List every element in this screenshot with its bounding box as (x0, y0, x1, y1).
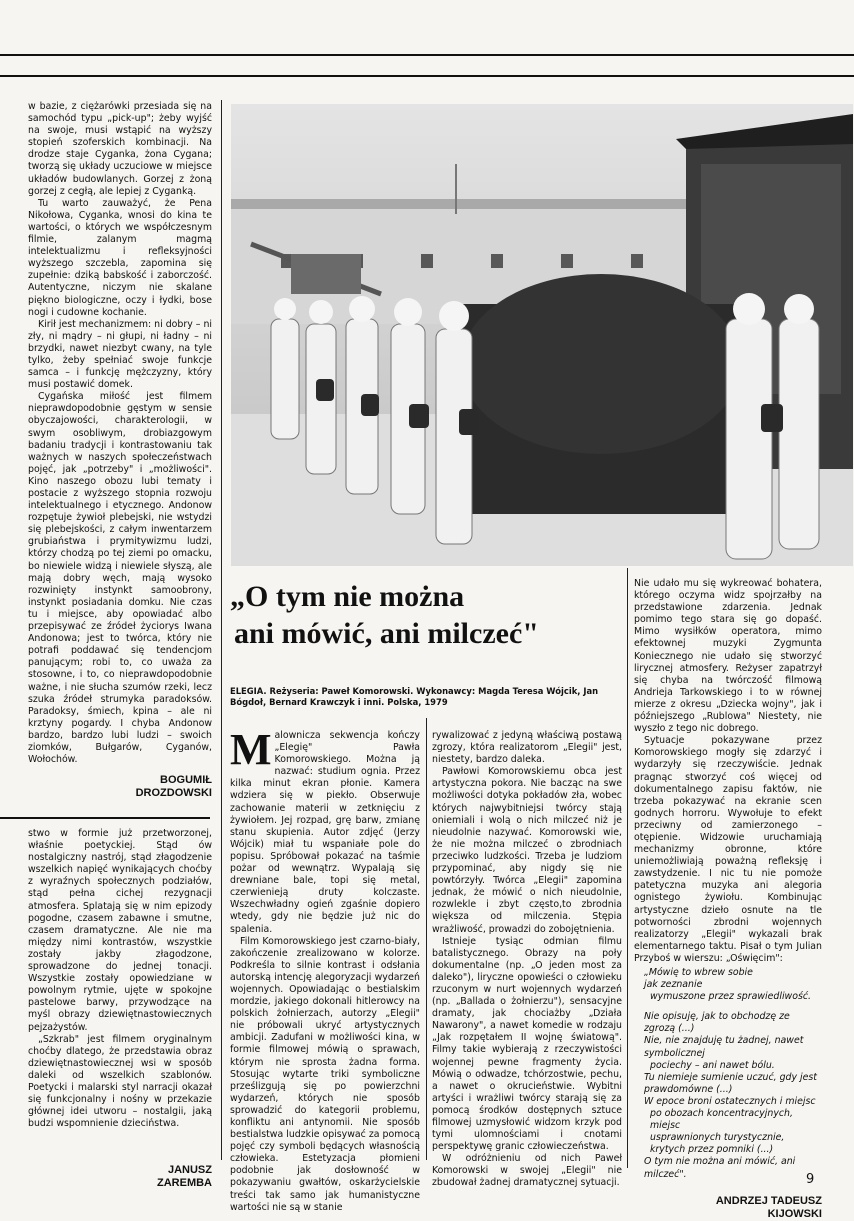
paragraph: w bazie, z ciężarówki przesiada się na samochód typu „pick-up"; żeby wyjść na swoje, musi wstąpić na wyższy stopień szoferskich kombinacji. Na drodze staje Cyganka, żona Cygana; tworzą się układy uczuciowe w miejsce układów budowlanych. Gorzej z żoną gorzej z cegłą, ale lepiej z Cyganką. (28, 101, 212, 197)
left-column-bottom (28, 828, 212, 1190)
poem-line: po obozach koncentracyjnych, miejsc (650, 1108, 793, 1132)
poem-line: W epoce broni ostatecznych i miejsc (644, 1095, 816, 1107)
article-column-2 (432, 730, 622, 1190)
poem-line: Nie, nie znajduję tu żadnej, nawet symbolicznej (644, 1035, 804, 1059)
poem-line: pociechy – ani nawet bólu. (650, 1059, 775, 1071)
paragraph: Sytuacje pokazywane przez Komorowskiego mogły się zdarzyć i wydarzyły się rzeczywiście. Jednak pragnąc stworzyć coś więcej od dokumentalnego zapisu faktów, nie trzeba pokazywać na ekranie scen godnych horroru. Wywołuje to efekt przeciwny od zamierzonego – otępienie. Widzowie uruchamiają mechanizmy obronne, które uniemożliwiają poważną refleksję i zawstydzenie. I nic tu nie pomoże patetyczna muzyka ani alegoria ognistego żywiołu. Kombinując artystyczne dzieło osnute na tle potworności zbrodni wojennych realizatorzy „Elegii" wykazali brak elementarnego taktu. Pisał o tym Julian Przyboś w wierszu: „Oświęcim": (634, 735, 822, 964)
headline-line: ani mówić, ani milczeć" (234, 617, 539, 650)
poem-line: jak zeznanie (644, 979, 703, 991)
article-headline (230, 578, 625, 652)
paragraph: W odróżnieniu od nich Paweł Komorowski w swojej „Elegii" nie zbudował żadnej dramatycznej sytuacji. (432, 1153, 622, 1189)
paragraph: „Szkrab" jest filmem oryginalnym choćby dlatego, że przedstawia obraz dziewiętnastowiecznej wsi w sposób daleki od wszelkich szablonów. Poetycki i malarski styl narracji okazał się funkcjonalny i nośny w przekazie głównej idei utworu – nostalgii, jaką budzi wspomnienie dzieciństwa. (28, 1033, 212, 1130)
film-still-photo (231, 104, 853, 566)
paragraph: Tu warto zauważyć, że Pena Nikołowa, Cyganka, wnosi do kina te wartości, o których we współczesnym filmie, zalanym magmą intelektualizmu i refleksyjności wyższego szczebla, zapomina się zupełnie: dziką babskość i zaborczość. Autentyczne, niczym nie skalane piękno biologiczne, oczy i łydki, bose nogi i cudowne kochanie. (28, 197, 212, 318)
poem-line: usprawnionych turystycznie, krytych przez pomniki (...) (650, 1132, 785, 1156)
poem-line: „Mówię to wbrew sobie (644, 967, 753, 978)
page-number: 9 (806, 1172, 815, 1187)
poem-line: wymuszone przez sprawiedliwość. (650, 991, 811, 1003)
section-divider (0, 817, 210, 819)
paragraph: Pawłowi Komorowskiemu obca jest artystyczna pokora. Nie bacząc na swe możliwości dotyka pokładów zła, wobec których najwybitniejsi twórcy stają oniemiali i wolą o nich milczeć niż je nieudolnie nazywać. Komorowski wie, że nie można milczeć o zbrodniach przeciwko ludzkości. Trzeba je ludziom przypominać, aby nigdy się nie powtórzyły. Twórca „Elegii" zapomina jednak, że mówić o nich nieudolnie, rozwlekle i zbyt często,to zbrodnia większa od milczenia. Stępia wrażliwość, prowadzi do zobojętnienia. (432, 766, 622, 935)
column-divider (426, 718, 427, 1160)
column-divider (627, 568, 628, 1168)
drop-cap: M (230, 725, 272, 774)
paragraph: Nie udało mu się wykreować bohatera, którego oczyma widz spojrzałby na przedstawione zdarzenia. Jednak pomimo tego stara się go dopaść. Mimo wysiłków operatora, mimo efektownej muzyki Zygmunta Koniecznego nie udało się stworzyć lirycznej atmosfery. Reżyser zapatrzył się chyba na twórczość filmową Andrieja Tarkowskiego i to w równej mierze z okresu „Dziecka wojny", jak i późniejszego „Rublowa" Niestety, nie wyszło z tego nic dobrego. (634, 578, 822, 735)
paragraph: Film Komorowskiego jest czarno-biały, zakończenie zrealizowano w kolorze. Podkreśla to silnie kontrast i odsłania autorską intencję alegoryzacji wydarzeń wojennych. Opowiadając o bestialskim mordzie, jakiego dokonali hitlerowcy na polskich żołnierzach, autorzy „Elegii" nie próbowali ukryć artystycznych ambicji. Zadufani w możliwości kina, w formie filmowej mówią o sprawach, którym nie sprosta żadna forma. Stosując wytarte triki symboliczne prześlizgują się po powierzchni wydarzeń, których nie sposób sprowadzić do kategorii problemu, konfliktu ani antynomii. Nie sposób bestialstwa ludzkie opisywać za pomocą pojęć czy symboli będących własnością człowieka. Estetyzacja płomieni podobnie jak dosłowność w pokazywaniu gwałtów, oskarżycielskie treści tak samo jak humanistyczne wartości nie są w stanie (230, 935, 420, 1213)
paragraph-lead: Malownicza sekwencja kończy „Elegię" Pawła Komorowskiego. Można ją nazwać: studium ognia. Przez kilka minut ekran płonie. Kamera wdziera się w piekło. Obserwuje zachowanie materii w zetknięciu z żywiołem. Jej rozpad, grę barw, zmianę stanu skupienia. Autor zdjęć (Jerzy Wójcik) miał tu wspaniałe pole do popisu. Spróbował pokazać na taśmie pożar od wewnątrz. Wypalają się drewniane bale, topi się metal, czerwienieją druty kolczaste. Wszechwładny ogień zgaśnie dopiero wtedy, gdy nie będzie już nic do spalenia. (230, 725, 420, 935)
author-signature: ANDRZEJ TADEUSZ KIJOWSKI (715, 1194, 822, 1220)
left-column-top (28, 101, 212, 800)
paragraph: rywalizować z jedyną właściwą postawą zgrozy, która realizatorom „Elegii" jest, niestety, bardzo daleka. (432, 730, 622, 766)
poem-line: Tu niemieje sumienie uczuć, gdy jest prawdomówne (...) (644, 1071, 817, 1095)
poem-line: Nie opisuję, jak to obchodzę ze zgrozą (...) (644, 1011, 790, 1035)
paragraph: Istnieje tysiąc odmian filmu batalistycznego. Obrazy na poły dokumentalne (np. „O jeden most za daleko"), liryczne opowieści o człowieku rzuconym w nurt wojennych wydarzeń (np. „Ballada o żołnierzu"), sensacyjne dramaty, jak chociażby „Działa Nawarony", a nawet komedie w rodzaju „Jak rozpętałem II wojnę światową". Filmy takie wybierają z rzeczywistości wojennej pewne fragmenty życia. Mówią o odwadze, tchórzostwie, pechu, a nawet o okrucieństwie. Wybitni artyści i wrażliwi twórcy starają się za pomocą środków dostępnych sztuce filmowej uzmysłowić widzom krzyk pod tymi ulomnościami i cnotami perspektywę granic człowieczeństwa. (432, 935, 622, 1153)
top-rule-lower (0, 75, 854, 77)
headline-line: „O tym nie można (230, 580, 465, 613)
poem-line: O tym nie można ani mówić, ani milczeć". (644, 1156, 796, 1180)
paragraph: Kirił jest mechanizmem: ni dobry – ni zły, ni mądry – ni głupi, ni ładny – ni brzydki, nawet niezbyt cwany, na tyle tylko, żeby spełniać swoje funkcje samca – i funkcję mężczyzny, który musi postawić domek. (28, 318, 212, 391)
author-signature: JANUSZ ZAREMBA (157, 1164, 212, 1190)
column-divider (221, 100, 222, 1160)
film-credits: ELEGIA. Reżyseria: Paweł Komorowski. Wykonawcy: Magda Teresa Wójcik, Jan Bógdoł, Bernard Krawczyk i inni. Polska, 1979 (230, 686, 599, 707)
author-signature: BOGUMIŁ DROZDOWSKI (135, 774, 212, 800)
top-rule (0, 54, 854, 56)
paragraph: Cygańska miłość jest filmem nieprawdopodobnie gęstym w sensie obyczajowości, charakterologii, w swym osobliwym, drobiazgowym badaniu tradycji i kontrastowaniu tak ważnych w naszych społeczeństwach pojęć, jak „potrzeby" i „możliwości". Kino naszego obozu lubi tematy i postacie z wyższego stopnia rozwoju intelektualnego i etycznego. Andonow rozpętuje żywioł plebejski, nie wstydzi się plebejskości, z całym inwentarzem grubiaństwa i prymitywizmu ludzi, którzy chodzą po tej ziemi po omacku, bo niewiele widzą i niewiele słyszą, ale mają dobry węch, mają wysoko rozwinięty instynkt samoobrony, instynkt posiadania domku. Nie czas tu i miejsce, aby opowiadać albo przepisywać ze źródeł życiorys Iwana Andonowa; jest to twórca, który nie potrafi poddawać się tendencjom panującym; robi to, co uważa za stosowne, i to, co nieprawdopodobnie ważne, i nie słucha szumów rzeki, lecz szuka źródeł strumyka paradoksów. Paradoksy, śmiech, kpina – ale ni krztyny pogardy. I chyba Andonow bardzo, bardzo lubi ludzi – swoich ziomków, Bułgarów, Cyganów, Wołochów. (28, 391, 212, 766)
article-column-3 (634, 578, 822, 1221)
film-still-image (231, 104, 853, 566)
quoted-poem (634, 967, 822, 1181)
paragraph: stwo w formie już przetworzonej, właśnie poetyckiej. Stąd ów nostalgiczny nastrój, stąd złagodzenie wszelkich napięć wynikających choćby z wyraźnych społecznych podziałów, stąd pełna cichej rezygnacji atmosfera. Splatają się w nim epizody pogodne, czasem zabawne i smutne, czasem dramatyczne. Ale nie ma między nimi kontrastów, wszystkie zostały jakby złagodzone, sprowadzone do jednej tonacji. Wszystkie zostały opowiedziane w powolnym rytmie, ujęte w spokojne pastelowe barwy, przywodzące na myśl obrazy dziewiętnastowiecznych pejzażystów. (28, 828, 212, 1033)
article-column-1 (230, 725, 420, 1214)
